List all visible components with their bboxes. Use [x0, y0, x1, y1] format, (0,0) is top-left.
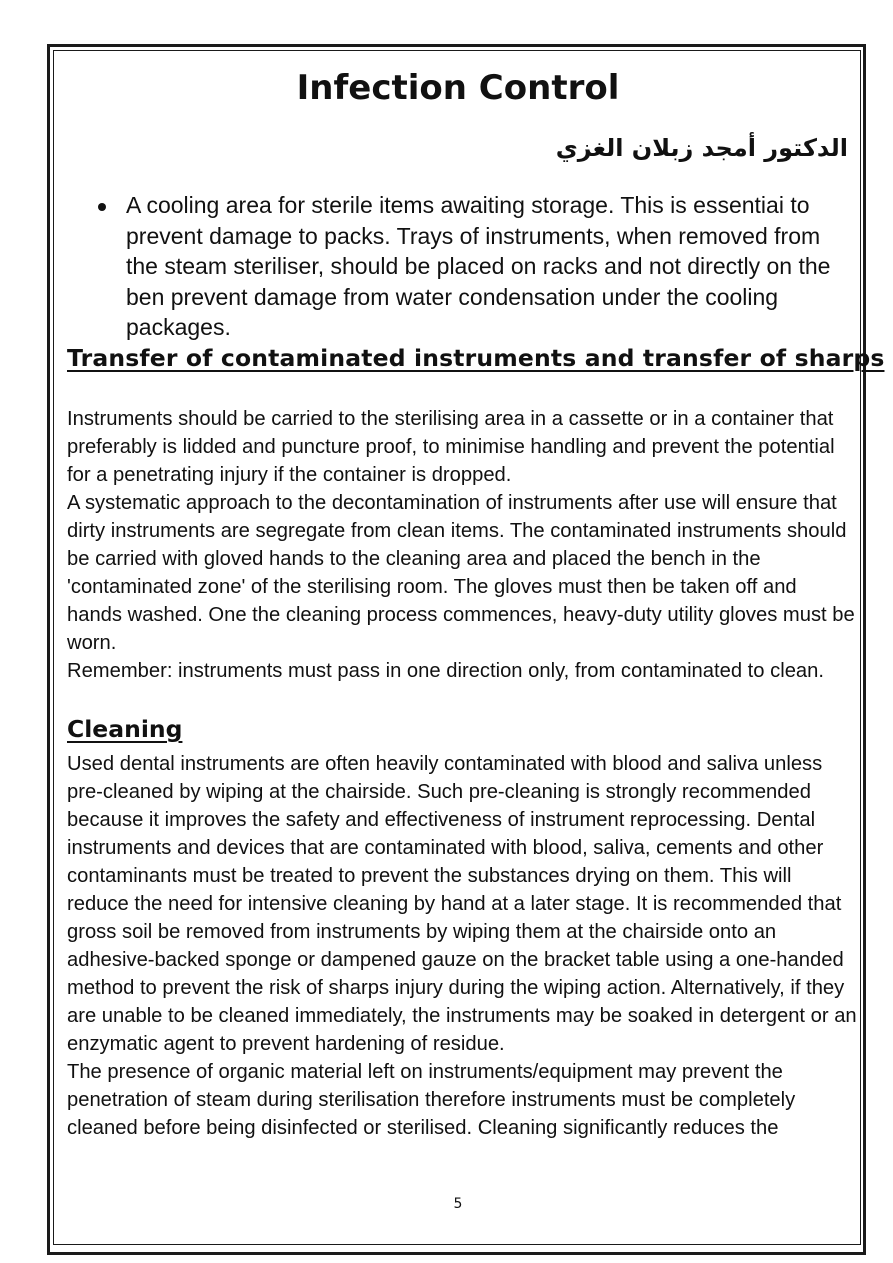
- paragraph: A systematic approach to the decontamination of instruments after use will ensure that dirty instruments are segregate from clean items. The contaminated instruments should be carried with gloved hands to the cleaning area and placed the bench in the 'contaminated zone' of the sterilising room. The gloves must then be taken off and hands washed. One the cleaning process commences, heavy-duty utility gloves must be worn.: [67, 492, 855, 654]
- bullet-list: [96, 190, 856, 343]
- paragraph: Instruments should be carried to the sterilising area in a cassette or in a container that preferably is lidded and puncture proof, to minimise handling and prevent the potential for a penetrating injury if the container is dropped.: [67, 408, 835, 486]
- paragraph: The presence of organic material left on instruments/equipment may prevent the penetration of steam during sterilisation therefore instruments must be completely cleaned before being disinfected or sterilised. Cleaning significantly reduces the: [67, 1061, 796, 1139]
- paragraph: Used dental instruments are often heavily contaminated with blood and saliva unless pre-cleaned by wiping at the chairside. Such pre-cleaning is strongly recommended because it improves the safety and effectiveness of instrument reprocessing. Dental instruments and devices that are contaminated with blood, saliva, cements and other contaminants must be treated to prevent the substances drying on them. This will reduce the need for intensive cleaning by hand at a later stage. It is recommended that gross soil be removed from instruments by wiping them at the chairside onto an adhesive-backed sponge or dampened gauze on the bracket table using a one-handed method to prevent the risk of sharps injury during the wiping action. Alternatively, if they are unable to be cleaned immediately, the instruments may be soaked in detergent or an enzymatic agent to prevent hardening of residue.: [67, 753, 857, 1055]
- section-heading-transfer: Transfer of contaminated instruments and transfer of sharps: [67, 344, 885, 372]
- page-number: 5: [453, 1196, 463, 1212]
- section-heading-cleaning: Cleaning: [67, 715, 183, 743]
- section-body-cleaning: [67, 750, 857, 1142]
- page-title: Infection Control: [296, 68, 620, 108]
- author-name: الدكتور أمجد زبلان الغزي: [555, 134, 848, 162]
- section-body-transfer: [67, 405, 857, 685]
- paragraph: Remember: instruments must pass in one direction only, from contaminated to clean.: [67, 660, 825, 682]
- bullet-item: A cooling area for sterile items awaiting storage. This is essentiai to prevent damage to packs. Trays of instruments, when removed from the steam steriliser, should be placed on racks and not directly on the ben prevent damage from water condensation under the cooling packages.: [96, 190, 856, 343]
